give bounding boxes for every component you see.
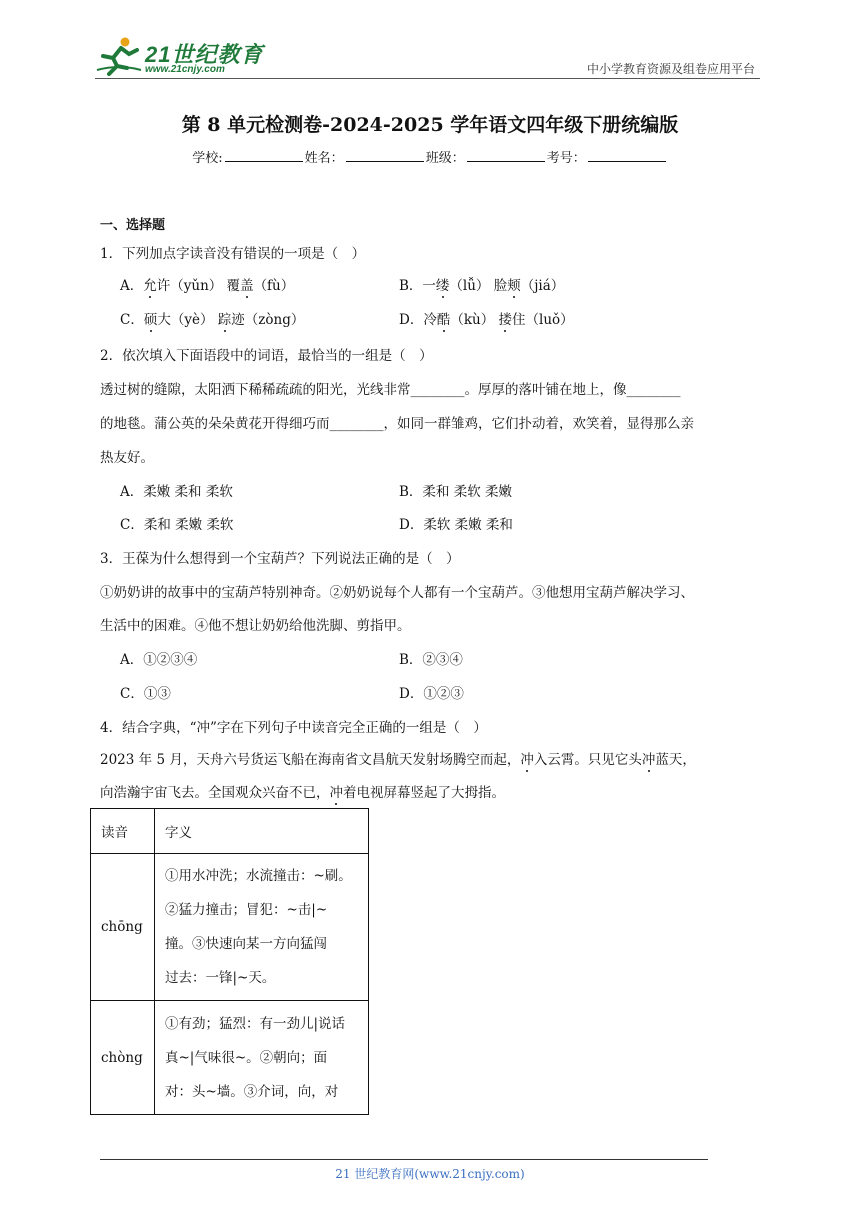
table-header-meaning: 字义 <box>155 809 369 854</box>
q3-option-c: C．①③ <box>120 686 171 702</box>
section-heading: 一、选择题 <box>100 218 166 233</box>
q3-statement-line-2: 生活中的困难。④他不想让奶奶给他洗脚、剪指甲。 <box>100 618 411 634</box>
logo-url: www.21cnjy.com <box>145 64 225 75</box>
q3-option-b: B．②③④ <box>399 652 463 668</box>
footer-text: 21 世纪教育网(www.21cnjy.com) <box>335 1167 525 1181</box>
name-blank <box>346 149 424 162</box>
school-blank <box>225 149 303 162</box>
school-label: 学校: <box>192 151 223 166</box>
q4-passage-line-1: 2023 年 5 月，天舟六号货运飞船在海南省文昌航天发射场腾空而起，冲入云霄。只见它头冲蓝天， <box>100 752 696 768</box>
q1-option-d: D．冷酷（kù） 搂住（luǒ） <box>399 312 574 328</box>
runner-logo-icon <box>95 36 143 76</box>
q2-passage-line-1: 透过树的缝隙，太阳洒下稀稀疏疏的阳光，光线非常________。厚厚的落叶铺在地上，像________ <box>100 382 681 398</box>
header-divider <box>95 78 760 79</box>
q4-passage-line-2: 向浩瀚宇宙飞去。全国观众兴奋不已，冲着电视屏幕竖起了大拇指。 <box>100 785 505 801</box>
dictionary-table <box>90 808 369 1115</box>
question-3-stem: 3．王葆为什么想得到一个宝葫芦？下列说法正确的是（ ） <box>100 551 460 567</box>
site-logo <box>95 36 265 80</box>
meaning-cell: ①有劲；猛烈：有一劲儿|说话 真~|气味很~。②朝向；面 对：头~墙。③介词，向，对 <box>155 1001 369 1115</box>
q1-option-b: B．一缕（lǚ） 脸颊（jiá） <box>399 278 565 294</box>
document-title: 第 8 单元检测卷-2024-2025 学年语文四年级下册统编版 <box>181 114 679 136</box>
question-1-stem: 1．下列加点字读音没有错误的一项是（ ） <box>100 246 366 262</box>
q3-option-a: A．①②③④ <box>120 652 198 668</box>
question-2-stem: 2．依次填入下面语段中的词语，最恰当的一组是（ ） <box>100 348 433 364</box>
table-header-reading: 读音 <box>91 809 155 854</box>
student-info-line <box>0 147 860 166</box>
meaning-cell: ①用水冲洗；水流撞击：~刷。 ②猛力撞击；冒犯：~击|~ 撞。③快速向某一方向猛闯 过去：一锋|~天。 <box>155 854 369 1001</box>
q2-passage-line-2: 的地毯。蒲公英的朵朵黄花开得细巧而________，如同一群雏鸡，它们扑动着，欢笑着，显得那么亲 <box>100 416 694 432</box>
q2-passage-line-3: 热友好。 <box>100 450 154 466</box>
reading-cell: chōng <box>91 854 155 1001</box>
question-4-stem: 4．结合字典，“冲”字在下列句子中读音完全正确的一组是（ ） <box>100 720 487 736</box>
exam-no-blank <box>588 149 666 162</box>
name-label: 姓名： <box>304 151 344 166</box>
exam-no-label: 考号： <box>546 151 586 166</box>
class-blank <box>467 149 545 162</box>
q1-option-c: C．硕大（yè） 踪迹（zòng） <box>120 312 305 328</box>
header-platform-text: 中小学教育资源及组卷应用平台 <box>586 62 755 76</box>
table-row <box>91 854 369 1001</box>
q2-option-b: B．柔和 柔软 柔嫩 <box>399 484 513 500</box>
q1-option-a: A．允许（yǔn） 覆盖（fù） <box>120 278 295 294</box>
q2-option-a: A．柔嫩 柔和 柔软 <box>120 484 233 500</box>
footer-divider <box>100 1159 708 1160</box>
q2-option-d: D．柔软 柔嫩 柔和 <box>399 517 513 533</box>
logo-text: 21世纪教育 <box>145 42 264 67</box>
q2-option-c: C．柔和 柔嫩 柔软 <box>120 517 234 533</box>
q3-option-d: D．①②③ <box>399 686 464 702</box>
table-row <box>91 1001 369 1115</box>
table-header-row <box>91 809 369 854</box>
reading-cell: chòng <box>91 1001 155 1115</box>
class-label: 班级： <box>425 151 465 166</box>
q3-statement-line-1: ①奶奶讲的故事中的宝葫芦特别神奇。②奶奶说每个人都有一个宝葫芦。③他想用宝葫芦解决学习、 <box>100 585 694 601</box>
